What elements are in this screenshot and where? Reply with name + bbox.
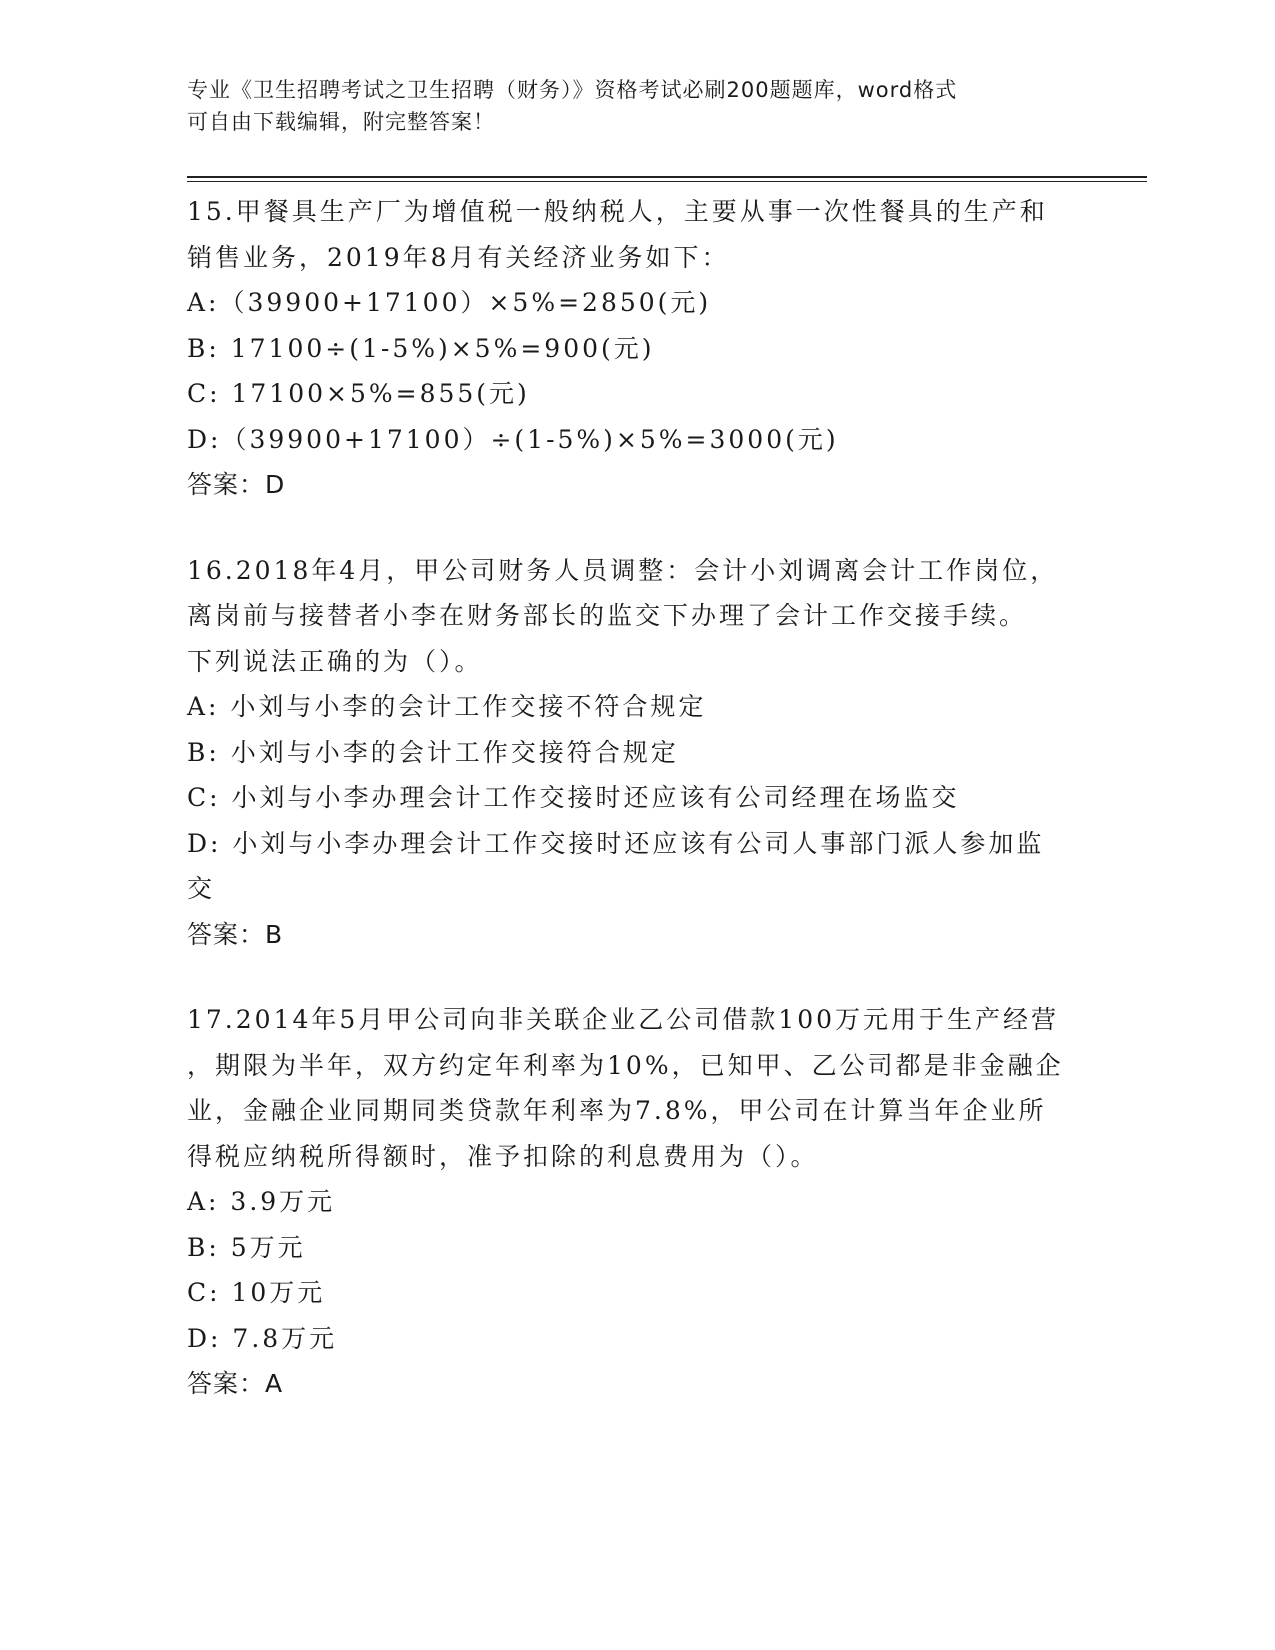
option-d: D: 7.8万元 xyxy=(187,1323,338,1353)
question-stem-line: 下列说法正确的为（）。 xyxy=(187,646,483,676)
option-b: B: 17100÷(1-5%)×5%=900(元) xyxy=(187,333,655,363)
question-stem-line: 离岗前与接替者小李在财务部长的监交下办理了会计工作交接手续。 xyxy=(187,601,1028,630)
answer-line: 答案：A xyxy=(187,1369,284,1398)
header-line-1: 专业《卫生招聘考试之卫生招聘（财务）》资格考试必刷200题题库，word格式 xyxy=(187,78,958,102)
option-d-continued: 交 xyxy=(187,874,216,903)
question-16 xyxy=(187,548,1087,958)
option-c: C: 17100×5%=855(元) xyxy=(187,379,530,408)
option-c: C: 10万元 xyxy=(187,1278,326,1307)
question-17 xyxy=(187,997,1087,1407)
question-stem-line: 16.2018年4月，甲公司财务人员调整：会计小刘调离会计工作岗位， xyxy=(187,555,1059,585)
option-a: A: 小刘与小李的会计工作交接不符合规定 xyxy=(187,692,707,721)
option-a: A:（39900+17100）×5%=2850(元) xyxy=(187,288,712,317)
header-rule-thick xyxy=(187,176,1147,178)
answer-line: 答案：D xyxy=(187,470,286,499)
option-a: A: 3.9万元 xyxy=(187,1187,336,1216)
header-rule-thin xyxy=(187,181,1147,182)
option-c: C: 小刘与小李办理会计工作交接时还应该有公司经理在场监交 xyxy=(187,783,960,812)
option-b: B: 5万元 xyxy=(187,1232,306,1262)
question-stem-line: ，期限为半年，双方约定年利率为10%，已知甲、乙公司都是非金融企 xyxy=(187,1050,1064,1080)
option-d: D:（39900+17100）÷(1-5%)×5%=3000(元) xyxy=(187,424,839,454)
answer-line: 答案：B xyxy=(187,919,284,949)
question-stem-line: 15.甲餐具生产厂为增值税一般纳税人，主要从事一次性餐具的生产和 xyxy=(187,197,1048,226)
question-15 xyxy=(187,189,1087,508)
question-stem-line: 销售业务，2019年8月有关经济业务如下： xyxy=(187,242,730,272)
option-d: D: 小刘与小李办理会计工作交接时还应该有公司人事部门派人参加监 xyxy=(187,828,1045,858)
question-stem-line: 17.2014年5月甲公司向非关联企业乙公司借款100万元用于生产经营 xyxy=(187,1005,1060,1034)
question-list xyxy=(187,189,1087,1447)
header-line-2: 可自由下载编辑，附完整答案！ xyxy=(187,110,495,134)
document-header xyxy=(187,74,1067,138)
option-b: B: 小刘与小李的会计工作交接符合规定 xyxy=(187,737,679,767)
question-stem-line: 得税应纳税所得额时，准予扣除的利息费用为（）。 xyxy=(187,1141,819,1171)
question-stem-line: 业，金融企业同期同类贷款年利率为7.8%，甲公司在计算当年企业所 xyxy=(187,1096,1047,1125)
